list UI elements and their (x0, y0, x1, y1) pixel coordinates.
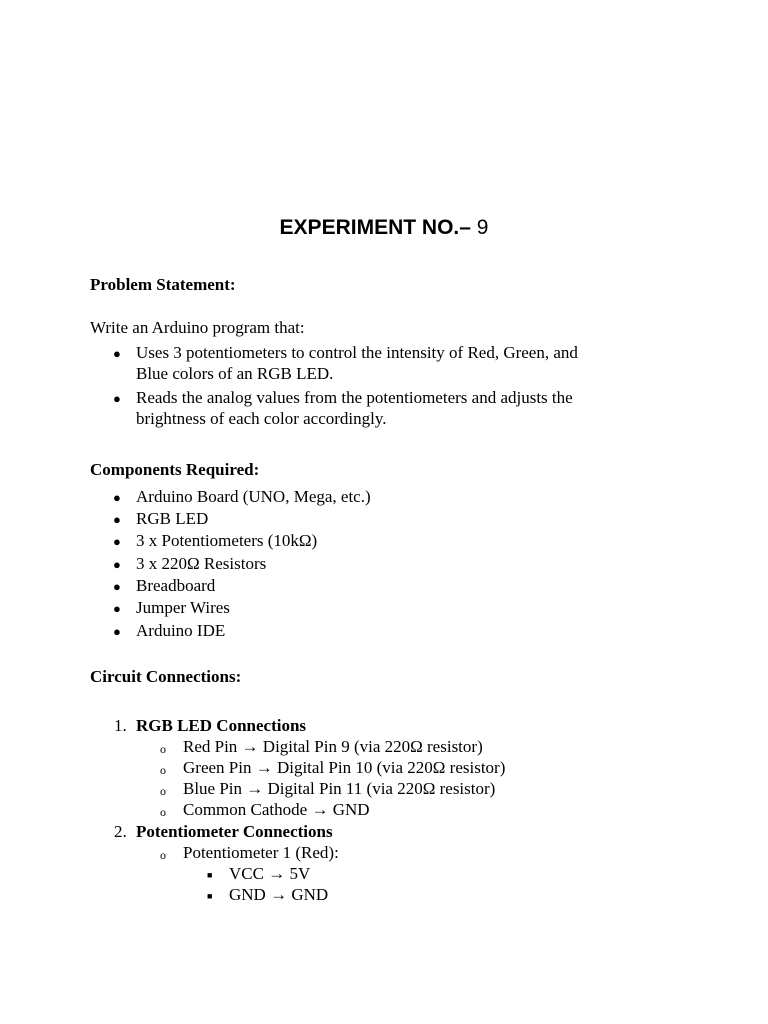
section-title: Potentiometer Connections (136, 822, 333, 841)
connection-item: Potentiometer 1 (Red): (183, 843, 339, 862)
circle-bullet-icon: o (160, 848, 166, 862)
bullet-dot-icon: ● (113, 534, 121, 549)
section-number: 1. (114, 716, 127, 735)
problem-item-2-line2: brightness of each color accordingly. (136, 409, 387, 428)
bullet-dot-icon: ● (113, 601, 121, 616)
bullet-dot-icon: ● (113, 391, 121, 406)
component-item: 3 x Potentiometers (10kΩ) (136, 531, 318, 550)
page-title (0, 213, 768, 243)
square-bullet-icon: ■ (207, 870, 213, 880)
component-item: Arduino IDE (136, 621, 226, 640)
connection-subitem: GND → GND (229, 885, 329, 904)
component-item: 3 x 220Ω Resistors (136, 554, 267, 573)
problem-item-1-line1: Uses 3 potentiometers to control the intensity of Red, Green, and (136, 343, 578, 362)
bullet-dot-icon: ● (113, 490, 121, 505)
problem-intro: Write an Arduino program that: (90, 318, 305, 337)
bullet-dot-icon: ● (113, 346, 121, 361)
connection-item: Blue Pin → Digital Pin 11 (via 220Ω resistor) (183, 779, 496, 798)
title-text: EXPERIMENT NO.– (279, 216, 471, 239)
bullet-dot-icon: ● (113, 624, 121, 639)
component-item: Jumper Wires (136, 598, 230, 617)
component-item: Arduino Board (UNO, Mega, etc.) (136, 487, 371, 506)
component-item: RGB LED (136, 509, 209, 528)
bullet-dot-icon: ● (113, 579, 121, 594)
bullet-dot-icon: ● (113, 557, 121, 572)
circle-bullet-icon: o (160, 784, 166, 798)
circle-bullet-icon: o (160, 805, 166, 819)
bullet-dot-icon: ● (113, 512, 121, 527)
section-title: RGB LED Connections (136, 716, 307, 735)
circle-bullet-icon: o (160, 742, 166, 756)
connection-item: Green Pin → Digital Pin 10 (via 220Ω resistor) (183, 758, 506, 777)
components-heading: Components Required: (90, 460, 260, 479)
problem-heading: Problem Statement: (90, 275, 236, 294)
square-bullet-icon: ■ (207, 891, 213, 901)
connection-subitem: VCC → 5V (229, 864, 311, 883)
component-item: Breadboard (136, 576, 216, 595)
problem-item-2-line1: Reads the analog values from the potentiometers and adjusts the (136, 388, 573, 407)
circle-bullet-icon: o (160, 763, 166, 777)
problem-item-1-line2: Blue colors of an RGB LED. (136, 364, 334, 383)
connection-item: Common Cathode → GND (183, 800, 370, 819)
connection-item: Red Pin → Digital Pin 9 (via 220Ω resistor) (183, 737, 483, 756)
title-number: 9 (476, 216, 489, 239)
section-number: 2. (114, 822, 127, 841)
circuit-heading: Circuit Connections: (90, 667, 242, 686)
